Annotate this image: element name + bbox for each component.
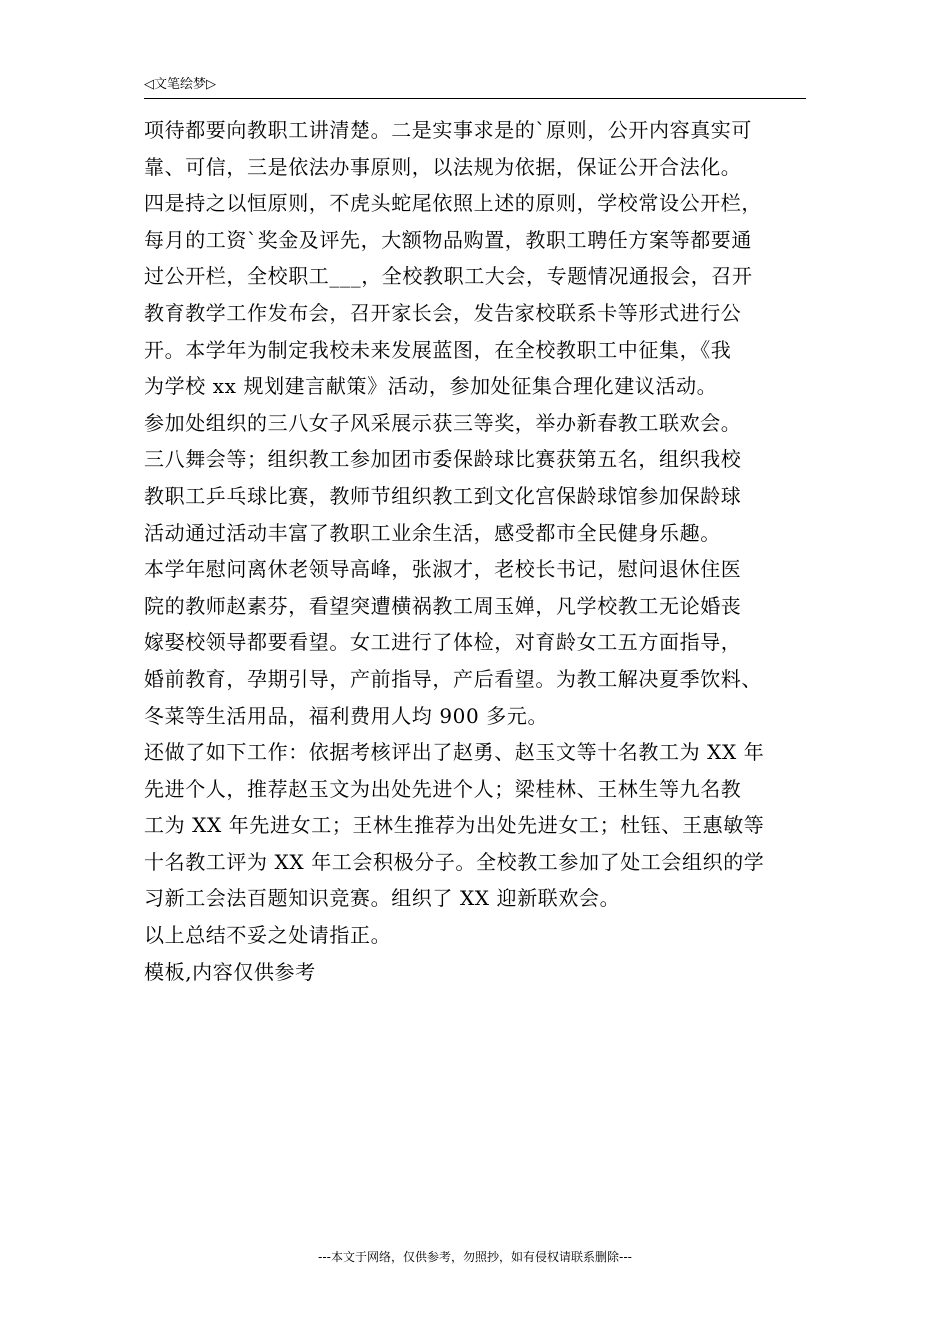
body-line: 还做了如下工作：依据考核评出了赵勇、赵玉文等十名教工为 XX 年 bbox=[144, 740, 765, 765]
body-line: 项待都要向教职工讲清楚。二是实事求是的`原则，公开内容真实可 bbox=[144, 118, 752, 142]
body-line: 本学年慰问离休老领导高峰，张淑才，老校长书记，慰问退休住医 bbox=[144, 557, 742, 582]
body-line: 以上总结不妥之处请指正。 bbox=[144, 923, 392, 948]
body-line: 婚前教育，孕期引导，产前指导，产后看望。为教工解决夏季饮料、 bbox=[144, 666, 762, 691]
body-line: 参加处组织的三八女子风采展示获三等奖，举办新春教工联欢会。 bbox=[144, 410, 742, 435]
body-line: 教育教学工作发布会，召开家长会，发告家校联系卡等形式进行公 bbox=[144, 300, 742, 325]
document-body bbox=[144, 112, 814, 990]
body-line: 工为 XX 年先进女工；王林生推荐为出处先进女工；杜钰、王惠敏等 bbox=[144, 813, 765, 838]
body-line: 靠、可信，三是依法办事原则，以法规为依据，保证公开合法化。 bbox=[144, 154, 742, 179]
page-footer: ---本文于网络，仅供参考，勿照抄，如有侵权请联系删除--- bbox=[318, 1250, 632, 1264]
body-line: 开。本学年为制定我校未来发展蓝图，在全校教职工中征集，《我 bbox=[144, 337, 732, 362]
template-note: 模板,内容仅供参考 bbox=[144, 959, 316, 984]
body-line: 嫁娶校领导都要看望。女工进行了体检，对育龄女工五方面指导， bbox=[144, 630, 742, 655]
body-line: 冬菜等生活用品，福利费用人均 900 多元。 bbox=[144, 703, 549, 728]
body-line: 四是持之以恒原则，不虎头蛇尾依照上述的原则，学校常设公开栏， bbox=[144, 191, 762, 216]
header-title: ◁文笔绘梦▷ bbox=[144, 77, 216, 92]
body-line: 活动通过活动丰富了教职工业余生活，感受都市全民健身乐趣。 bbox=[144, 520, 721, 545]
body-line: 三八舞会等；组织教工参加团市委保龄球比赛获第五名，组织我校 bbox=[144, 447, 742, 472]
body-line: 习新工会法百题知识竞赛。组织了 XX 迎新联欢会。 bbox=[144, 886, 621, 911]
body-line: 院的教师赵素芬，看望突遭横祸教工周玉婵，凡学校教工无论婚丧 bbox=[144, 593, 742, 618]
page-header bbox=[144, 76, 806, 99]
body-line: 过公开栏，全校职工___，全校教职工大会，专题情况通报会，召开 bbox=[144, 264, 753, 289]
body-line: 为学校 xx 规划建言献策》活动，参加处征集合理化建议活动。 bbox=[144, 374, 718, 399]
body-line: 十名教工评为 XX 年工会积极分子。全校教工参加了处工会组织的学 bbox=[144, 849, 765, 874]
body-line: 教职工乒乓球比赛，教师节组织教工到文化宫保龄球馆参加保龄球 bbox=[144, 483, 742, 508]
body-line: 先进个人，推荐赵玉文为出处先进个人；梁桂林、王林生等九名教 bbox=[144, 776, 742, 801]
body-line: 每月的工资`奖金及评先，大额物品购置，教职工聘任方案等都要通 bbox=[144, 227, 752, 252]
